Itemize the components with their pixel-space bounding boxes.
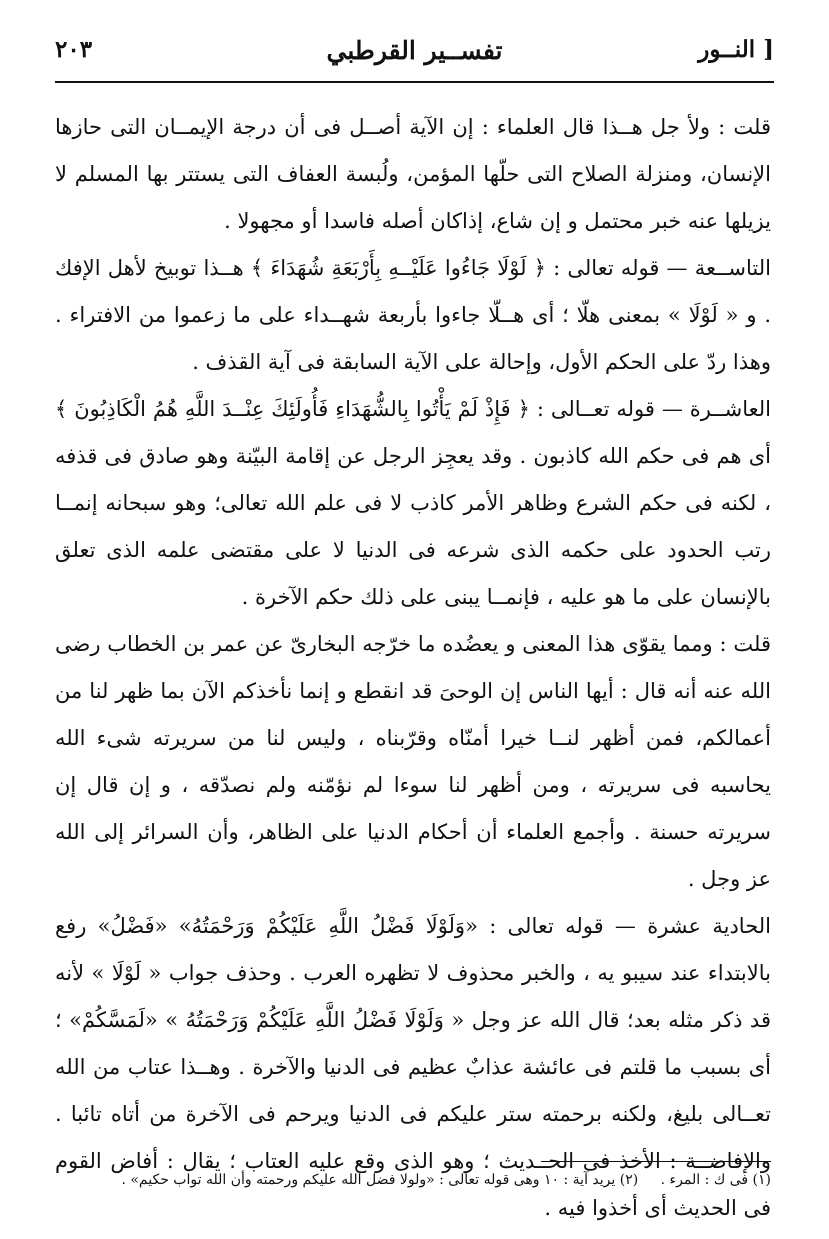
paragraph-umar-hadith: قلت : ومما يقوّى هذا المعنى و يعضُده ما خرّجه البخارىّ عن عمر بن الخطاب رضى الله عنه أنه قال : أيها الناس إن الوحىَ قد انقطع و إنما نأخذكم الآن بما ظهر لنا من أعمالكم، فمن أظهر لنــا خيرا أمنّاه وقرّبناه ، وليس لنا من سريرته شىء الله يحاسبه فى سريرته ، ومن أظهر لنا سوءا لم نؤمّنه ولم نصدّقه ، و إن قال إن سريرته حسنة . وأجمع العلماء أن أحكام الدنيا على الظاهر، وأن السرائر إلى الله عز وجل . bbox=[55, 632, 771, 891]
header-rule bbox=[55, 81, 774, 83]
footnote-rule bbox=[541, 1161, 771, 1162]
paragraph-ninth-issue: التاســعة — قوله تعالى : ﴿ لَوْلَا جَاءُوا عَلَيْــهِ بِأَرْبَعَةِ شُهَدَاءَ ﴾ هــذا توبيخ لأهل الإفك . و « لَوْلَا » بمعنى هلّا ؛ أى هــلّا جاءوا بأربعة شهــداء على ما زعموا من الافتراء . وهذا ردّ على الحكم الأول، وإحالة على الآية السابقة فى آية القذف . bbox=[55, 256, 771, 374]
paragraph-scholars-verse: قلت : ولأ جل هــذا قال العلماء : إن الآية أصــل فى أن درجة الإيمــان التى حازها الإنسان، ومنزلة الصلاح التى حلّها المؤمن، ولُبسة العفاف التى يستتر بها المسلم لا يزيلها عنه خبر محتمل و إن شاع، إذاكان أصله فاسدا أو مجهولا . bbox=[55, 115, 771, 233]
footnotes bbox=[55, 1166, 771, 1194]
paragraph-tenth-issue: العاشــرة — قوله تعــالى : ﴿ فَإِذْ لَمْ يَأْتُوا بِالشُّهَدَاءِ فَأُولَئِكَ عِنْــدَ اللَّهِ هُمُ الْكَاذِبُونَ ﴾ أى هم فى حكم الله كاذبون . وقد يعجِز الرجل عن إقامة البيّنة وهو صادق فى قذفه ، لكنه فى حكم الشرع وظاهر الأمر كاذب لا فى علم الله تعالى؛ وهو سبحانه إنمــا رتب الحدود على حكمه الذى شرعه فى الدنيا لا على مقتضى علمه الذى تعلق بالإنسان على ما هو عليه ، فإنمــا يبنى على ذلك حكم الآخرة . bbox=[55, 397, 771, 609]
page-number: ٢٠٣ bbox=[55, 36, 93, 63]
footnote-1: (١) فى ك : المرء . bbox=[660, 1172, 771, 1188]
book-title: تفســير القرطبي bbox=[326, 36, 503, 65]
surah-name: [ النــور bbox=[698, 36, 774, 63]
main-text bbox=[55, 104, 771, 1232]
paragraph-eleventh-issue: الحادية عشرة — قوله تعالى : «وَلَوْلَا فَضْلُ اللَّهِ عَلَيْكُمْ وَرَحْمَتُهُ» «فَضْلُ» رفع بالابتداء عند سيبو يه ، والخبر محذوف لا تظهره العرب . وحذف جواب « لَوْلَا » لأنه قد ذكر مثله بعد؛ قال الله عز وجل « وَلَوْلَا فَضْلُ اللَّهِ عَلَيْكُمْ وَرَحْمَتُهُ » «لَمَسَّكُمْ» ؛ أى بسبب ما قلتم فى عائشة عذابٌ عظيم فى الدنيا والآخرة . وهــذا عتاب من الله تعــالى بليغ، ولكنه برحمته ستر عليكم فى الدنيا ويرحم فى الآخرة من أتاه تائبا . والإفاضــة : الأخذ فى الحــديث ؛ وهو الذى وقع عليه العتاب ؛ يقال : أفاض القوم فى الحديث أى أخذوا فيه . bbox=[55, 914, 771, 1220]
running-header bbox=[55, 34, 774, 74]
footnote-2: (٢) يريد آية : ١٠ وهى قوله تعالى : «ولولا فضل الله عليكم ورحمته وأن الله تواب حكيم» . bbox=[121, 1172, 639, 1188]
